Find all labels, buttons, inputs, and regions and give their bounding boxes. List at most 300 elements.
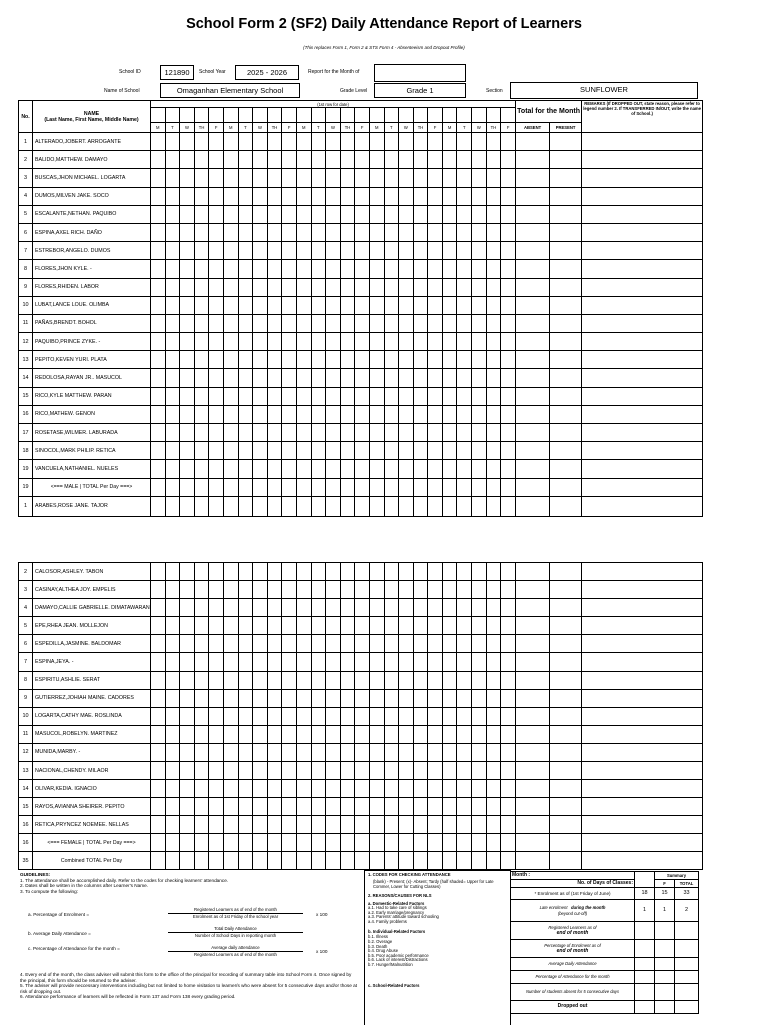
attendance-cell[interactable]	[355, 725, 370, 743]
date-cell[interactable]	[457, 108, 472, 123]
absent-total-cell[interactable]	[516, 387, 550, 405]
attendance-cell[interactable]	[267, 653, 282, 671]
attendance-cell[interactable]	[326, 151, 341, 169]
attendance-cell[interactable]	[472, 762, 487, 780]
absent-total-cell[interactable]	[515, 762, 549, 780]
attendance-cell[interactable]	[180, 424, 195, 442]
attendance-cell[interactable]	[180, 223, 195, 241]
attendance-cell[interactable]	[501, 617, 516, 635]
attendance-cell[interactable]	[442, 707, 457, 725]
attendance-cell[interactable]	[151, 169, 166, 187]
absent-total-cell[interactable]	[516, 496, 550, 516]
attendance-cell[interactable]	[253, 223, 268, 241]
attendance-cell[interactable]	[472, 442, 487, 460]
attendance-cell[interactable]	[151, 563, 166, 581]
attendance-cell[interactable]	[223, 369, 238, 387]
daily-total-cell[interactable]	[472, 834, 487, 852]
attendance-cell[interactable]	[194, 296, 209, 314]
attendance-cell[interactable]	[180, 333, 195, 351]
attendance-cell[interactable]	[223, 653, 238, 671]
attendance-cell[interactable]	[165, 405, 180, 423]
remarks-cell[interactable]	[582, 405, 703, 423]
daily-total-cell[interactable]	[442, 834, 457, 852]
attendance-cell[interactable]	[180, 442, 195, 460]
attendance-cell[interactable]	[355, 635, 370, 653]
attendance-cell[interactable]	[428, 169, 443, 187]
attendance-cell[interactable]	[457, 653, 472, 671]
attendance-cell[interactable]	[223, 617, 238, 635]
daily-total-cell[interactable]	[311, 834, 326, 852]
attendance-cell[interactable]	[238, 671, 253, 689]
daily-total-cell[interactable]	[442, 478, 457, 496]
attendance-cell[interactable]	[311, 205, 326, 223]
attendance-cell[interactable]	[442, 599, 457, 617]
absent-total-cell[interactable]	[515, 653, 549, 671]
daily-total-cell[interactable]	[223, 852, 238, 870]
attendance-cell[interactable]	[238, 151, 253, 169]
attendance-cell[interactable]	[428, 563, 443, 581]
attendance-cell[interactable]	[501, 460, 516, 478]
attendance-cell[interactable]	[442, 260, 457, 278]
daily-total-cell[interactable]	[311, 852, 326, 870]
attendance-cell[interactable]	[151, 725, 166, 743]
daily-total-cell[interactable]	[369, 834, 384, 852]
daily-total-cell[interactable]	[296, 478, 311, 496]
school-name-field[interactable]: Omaganhan Elementary School	[160, 83, 300, 98]
attendance-cell[interactable]	[194, 563, 209, 581]
daily-total-cell[interactable]	[399, 852, 414, 870]
attendance-cell[interactable]	[151, 296, 166, 314]
absent-total-cell[interactable]	[515, 689, 549, 707]
attendance-cell[interactable]	[442, 187, 457, 205]
attendance-cell[interactable]	[194, 707, 209, 725]
attendance-cell[interactable]	[486, 314, 501, 332]
attendance-cell[interactable]	[413, 743, 428, 761]
date-cell[interactable]	[355, 108, 370, 123]
attendance-cell[interactable]	[428, 151, 443, 169]
attendance-cell[interactable]	[311, 223, 326, 241]
attendance-cell[interactable]	[428, 743, 443, 761]
attendance-cell[interactable]	[501, 169, 516, 187]
attendance-cell[interactable]	[253, 762, 268, 780]
attendance-cell[interactable]	[340, 460, 355, 478]
attendance-cell[interactable]	[165, 223, 180, 241]
attendance-cell[interactable]	[428, 617, 443, 635]
attendance-cell[interactable]	[209, 635, 224, 653]
attendance-cell[interactable]	[311, 743, 326, 761]
daily-total-cell[interactable]	[413, 478, 428, 496]
attendance-cell[interactable]	[296, 187, 311, 205]
remarks-cell[interactable]	[582, 351, 703, 369]
absent-total-cell[interactable]	[515, 743, 549, 761]
remarks-cell[interactable]	[581, 852, 702, 870]
attendance-cell[interactable]	[326, 405, 341, 423]
attendance-cell[interactable]	[472, 187, 487, 205]
daily-total-cell[interactable]	[253, 478, 268, 496]
attendance-cell[interactable]	[180, 260, 195, 278]
attendance-cell[interactable]	[253, 725, 268, 743]
attendance-cell[interactable]	[355, 223, 370, 241]
attendance-cell[interactable]	[296, 242, 311, 260]
attendance-cell[interactable]	[355, 816, 370, 834]
attendance-cell[interactable]	[253, 581, 268, 599]
attendance-cell[interactable]	[209, 707, 224, 725]
attendance-cell[interactable]	[428, 707, 443, 725]
attendance-cell[interactable]	[428, 780, 443, 798]
attendance-cell[interactable]	[180, 563, 195, 581]
attendance-cell[interactable]	[209, 599, 224, 617]
attendance-cell[interactable]	[209, 780, 224, 798]
attendance-cell[interactable]	[413, 635, 428, 653]
attendance-cell[interactable]	[428, 581, 443, 599]
attendance-cell[interactable]	[457, 260, 472, 278]
attendance-cell[interactable]	[194, 223, 209, 241]
attendance-cell[interactable]	[165, 133, 180, 151]
attendance-cell[interactable]	[413, 151, 428, 169]
attendance-cell[interactable]	[399, 333, 414, 351]
attendance-cell[interactable]	[442, 405, 457, 423]
attendance-cell[interactable]	[267, 743, 282, 761]
present-total-cell[interactable]	[549, 617, 581, 635]
daily-total-cell[interactable]	[253, 852, 268, 870]
daily-total-cell[interactable]	[384, 852, 399, 870]
attendance-cell[interactable]	[151, 460, 166, 478]
present-total-cell[interactable]	[549, 671, 581, 689]
absent-total-cell[interactable]	[516, 205, 550, 223]
present-total-cell[interactable]	[549, 834, 581, 852]
attendance-cell[interactable]	[180, 278, 195, 296]
attendance-cell[interactable]	[194, 798, 209, 816]
present-total-cell[interactable]	[549, 725, 581, 743]
attendance-cell[interactable]	[428, 671, 443, 689]
attendance-cell[interactable]	[194, 780, 209, 798]
attendance-cell[interactable]	[296, 278, 311, 296]
attendance-cell[interactable]	[165, 617, 180, 635]
attendance-cell[interactable]	[399, 707, 414, 725]
attendance-cell[interactable]	[442, 351, 457, 369]
attendance-cell[interactable]	[413, 387, 428, 405]
attendance-cell[interactable]	[209, 798, 224, 816]
attendance-cell[interactable]	[194, 351, 209, 369]
attendance-cell[interactable]	[369, 780, 384, 798]
attendance-cell[interactable]	[282, 223, 297, 241]
attendance-cell[interactable]	[457, 205, 472, 223]
attendance-cell[interactable]	[428, 653, 443, 671]
attendance-cell[interactable]	[355, 617, 370, 635]
attendance-cell[interactable]	[326, 707, 341, 725]
present-total-cell[interactable]	[549, 762, 581, 780]
attendance-cell[interactable]	[413, 671, 428, 689]
attendance-cell[interactable]	[457, 460, 472, 478]
registered-total[interactable]	[675, 922, 699, 940]
attendance-cell[interactable]	[486, 798, 501, 816]
attendance-cell[interactable]	[442, 671, 457, 689]
attendance-cell[interactable]	[165, 780, 180, 798]
attendance-cell[interactable]	[282, 617, 297, 635]
daily-total-cell[interactable]	[384, 834, 399, 852]
attendance-cell[interactable]	[428, 798, 443, 816]
attendance-cell[interactable]	[340, 223, 355, 241]
attendance-cell[interactable]	[355, 671, 370, 689]
attendance-cell[interactable]	[165, 671, 180, 689]
attendance-cell[interactable]	[442, 169, 457, 187]
attendance-cell[interactable]	[282, 296, 297, 314]
attendance-cell[interactable]	[151, 205, 166, 223]
attendance-cell[interactable]	[165, 689, 180, 707]
attendance-cell[interactable]	[442, 151, 457, 169]
attendance-cell[interactable]	[311, 169, 326, 187]
daily-total-cell[interactable]	[384, 478, 399, 496]
attendance-cell[interactable]	[413, 798, 428, 816]
attendance-cell[interactable]	[340, 169, 355, 187]
attendance-cell[interactable]	[194, 496, 209, 516]
attendance-cell[interactable]	[384, 351, 399, 369]
attendance-cell[interactable]	[151, 405, 166, 423]
attendance-cell[interactable]	[486, 617, 501, 635]
attendance-cell[interactable]	[428, 405, 443, 423]
attendance-cell[interactable]	[253, 563, 268, 581]
attendance-cell[interactable]	[355, 743, 370, 761]
attendance-cell[interactable]	[355, 351, 370, 369]
attendance-cell[interactable]	[209, 296, 224, 314]
attendance-cell[interactable]	[486, 278, 501, 296]
attendance-cell[interactable]	[340, 260, 355, 278]
attendance-cell[interactable]	[180, 816, 195, 834]
attendance-cell[interactable]	[340, 242, 355, 260]
attendance-cell[interactable]	[238, 242, 253, 260]
attendance-cell[interactable]	[223, 780, 238, 798]
attendance-cell[interactable]	[326, 205, 341, 223]
attendance-cell[interactable]	[399, 205, 414, 223]
daily-total-cell[interactable]	[238, 834, 253, 852]
daily-total-cell[interactable]	[180, 852, 195, 870]
present-total-cell[interactable]	[549, 653, 581, 671]
attendance-cell[interactable]	[369, 707, 384, 725]
attendance-cell[interactable]	[413, 369, 428, 387]
avg-m[interactable]	[635, 958, 655, 971]
attendance-cell[interactable]	[296, 405, 311, 423]
attendance-cell[interactable]	[267, 405, 282, 423]
attendance-cell[interactable]	[151, 351, 166, 369]
attendance-cell[interactable]	[296, 816, 311, 834]
attendance-cell[interactable]	[296, 296, 311, 314]
attendance-cell[interactable]	[282, 351, 297, 369]
daily-total-cell[interactable]	[326, 852, 341, 870]
attendance-cell[interactable]	[209, 581, 224, 599]
attendance-cell[interactable]	[384, 707, 399, 725]
attendance-cell[interactable]	[501, 133, 516, 151]
attendance-cell[interactable]	[238, 599, 253, 617]
attendance-cell[interactable]	[399, 133, 414, 151]
attendance-cell[interactable]	[282, 653, 297, 671]
pct-att-m[interactable]	[635, 971, 655, 984]
attendance-cell[interactable]	[442, 223, 457, 241]
daily-total-cell[interactable]	[472, 852, 487, 870]
attendance-cell[interactable]	[151, 762, 166, 780]
attendance-cell[interactable]	[472, 260, 487, 278]
attendance-cell[interactable]	[165, 333, 180, 351]
attendance-cell[interactable]	[311, 387, 326, 405]
attendance-cell[interactable]	[151, 599, 166, 617]
attendance-cell[interactable]	[253, 798, 268, 816]
attendance-cell[interactable]	[296, 725, 311, 743]
attendance-cell[interactable]	[253, 369, 268, 387]
daily-total-cell[interactable]	[282, 478, 297, 496]
attendance-cell[interactable]	[384, 187, 399, 205]
attendance-cell[interactable]	[340, 671, 355, 689]
absent-total-cell[interactable]	[515, 834, 549, 852]
attendance-cell[interactable]	[267, 151, 282, 169]
attendance-cell[interactable]	[340, 581, 355, 599]
daily-total-cell[interactable]	[399, 834, 414, 852]
daily-total-cell[interactable]	[180, 478, 195, 496]
attendance-cell[interactable]	[165, 653, 180, 671]
remarks-cell[interactable]	[582, 133, 703, 151]
daily-total-cell[interactable]	[399, 478, 414, 496]
attendance-cell[interactable]	[413, 496, 428, 516]
attendance-cell[interactable]	[253, 260, 268, 278]
absent-total-cell[interactable]	[516, 223, 550, 241]
attendance-cell[interactable]	[209, 496, 224, 516]
attendance-cell[interactable]	[472, 351, 487, 369]
attendance-cell[interactable]	[267, 296, 282, 314]
attendance-cell[interactable]	[282, 725, 297, 743]
attendance-cell[interactable]	[267, 387, 282, 405]
attendance-cell[interactable]	[253, 743, 268, 761]
date-cell[interactable]	[501, 108, 516, 123]
attendance-cell[interactable]	[180, 405, 195, 423]
attendance-cell[interactable]	[355, 369, 370, 387]
attendance-cell[interactable]	[296, 798, 311, 816]
date-cell[interactable]	[267, 108, 282, 123]
attendance-cell[interactable]	[428, 496, 443, 516]
attendance-cell[interactable]	[399, 689, 414, 707]
attendance-cell[interactable]	[238, 617, 253, 635]
absent-total-cell[interactable]	[516, 424, 550, 442]
attendance-cell[interactable]	[194, 387, 209, 405]
attendance-cell[interactable]	[369, 725, 384, 743]
attendance-cell[interactable]	[369, 387, 384, 405]
attendance-cell[interactable]	[253, 187, 268, 205]
present-total-cell[interactable]	[550, 424, 582, 442]
attendance-cell[interactable]	[340, 653, 355, 671]
attendance-cell[interactable]	[355, 278, 370, 296]
attendance-cell[interactable]	[238, 223, 253, 241]
attendance-cell[interactable]	[369, 689, 384, 707]
daily-total-cell[interactable]	[457, 852, 472, 870]
attendance-cell[interactable]	[311, 707, 326, 725]
attendance-cell[interactable]	[355, 599, 370, 617]
attendance-cell[interactable]	[442, 442, 457, 460]
attendance-cell[interactable]	[501, 205, 516, 223]
attendance-cell[interactable]	[253, 387, 268, 405]
attendance-cell[interactable]	[486, 725, 501, 743]
attendance-cell[interactable]	[151, 133, 166, 151]
attendance-cell[interactable]	[326, 314, 341, 332]
attendance-cell[interactable]	[282, 599, 297, 617]
attendance-cell[interactable]	[282, 187, 297, 205]
attendance-cell[interactable]	[340, 780, 355, 798]
attendance-cell[interactable]	[457, 333, 472, 351]
attendance-cell[interactable]	[151, 635, 166, 653]
attendance-cell[interactable]	[428, 689, 443, 707]
date-cell[interactable]	[180, 108, 195, 123]
attendance-cell[interactable]	[296, 387, 311, 405]
school-id-field[interactable]: 121890	[160, 65, 194, 80]
attendance-cell[interactable]	[457, 617, 472, 635]
attendance-cell[interactable]	[194, 762, 209, 780]
attendance-cell[interactable]	[180, 351, 195, 369]
present-total-cell[interactable]	[550, 296, 582, 314]
daily-total-cell[interactable]	[501, 834, 516, 852]
attendance-cell[interactable]	[501, 424, 516, 442]
attendance-cell[interactable]	[428, 762, 443, 780]
attendance-cell[interactable]	[194, 635, 209, 653]
attendance-cell[interactable]	[282, 762, 297, 780]
attendance-cell[interactable]	[355, 762, 370, 780]
absent-total-cell[interactable]	[516, 314, 550, 332]
attendance-cell[interactable]	[384, 333, 399, 351]
attendance-cell[interactable]	[267, 563, 282, 581]
attendance-cell[interactable]	[223, 405, 238, 423]
daily-total-cell[interactable]	[151, 852, 166, 870]
daily-total-cell[interactable]	[282, 834, 297, 852]
late-total[interactable]: 2	[675, 900, 699, 922]
month-field[interactable]	[374, 64, 466, 82]
attendance-cell[interactable]	[194, 405, 209, 423]
attendance-cell[interactable]	[457, 187, 472, 205]
attendance-cell[interactable]	[151, 617, 166, 635]
attendance-cell[interactable]	[472, 405, 487, 423]
attendance-cell[interactable]	[209, 725, 224, 743]
attendance-cell[interactable]	[413, 442, 428, 460]
attendance-cell[interactable]	[326, 599, 341, 617]
attendance-cell[interactable]	[428, 205, 443, 223]
attendance-cell[interactable]	[296, 707, 311, 725]
absent-total-cell[interactable]	[516, 478, 550, 496]
attendance-cell[interactable]	[282, 387, 297, 405]
attendance-cell[interactable]	[267, 187, 282, 205]
attendance-cell[interactable]	[296, 689, 311, 707]
attendance-cell[interactable]	[413, 133, 428, 151]
attendance-cell[interactable]	[180, 205, 195, 223]
attendance-cell[interactable]	[486, 496, 501, 516]
attendance-cell[interactable]	[413, 296, 428, 314]
attendance-cell[interactable]	[165, 635, 180, 653]
attendance-cell[interactable]	[238, 442, 253, 460]
attendance-cell[interactable]	[253, 205, 268, 223]
attendance-cell[interactable]	[267, 242, 282, 260]
date-cell[interactable]	[238, 108, 253, 123]
attendance-cell[interactable]	[340, 278, 355, 296]
present-total-cell[interactable]	[549, 780, 581, 798]
attendance-cell[interactable]	[223, 816, 238, 834]
attendance-cell[interactable]	[151, 424, 166, 442]
attendance-cell[interactable]	[486, 369, 501, 387]
remarks-cell[interactable]	[581, 743, 702, 761]
attendance-cell[interactable]	[384, 496, 399, 516]
attendance-cell[interactable]	[180, 798, 195, 816]
present-total-cell[interactable]	[549, 635, 581, 653]
attendance-cell[interactable]	[428, 314, 443, 332]
remarks-cell[interactable]	[582, 223, 703, 241]
attendance-cell[interactable]	[151, 278, 166, 296]
attendance-cell[interactable]	[472, 496, 487, 516]
attendance-cell[interactable]	[384, 296, 399, 314]
attendance-cell[interactable]	[399, 635, 414, 653]
daily-total-cell[interactable]	[486, 478, 501, 496]
attendance-cell[interactable]	[340, 599, 355, 617]
